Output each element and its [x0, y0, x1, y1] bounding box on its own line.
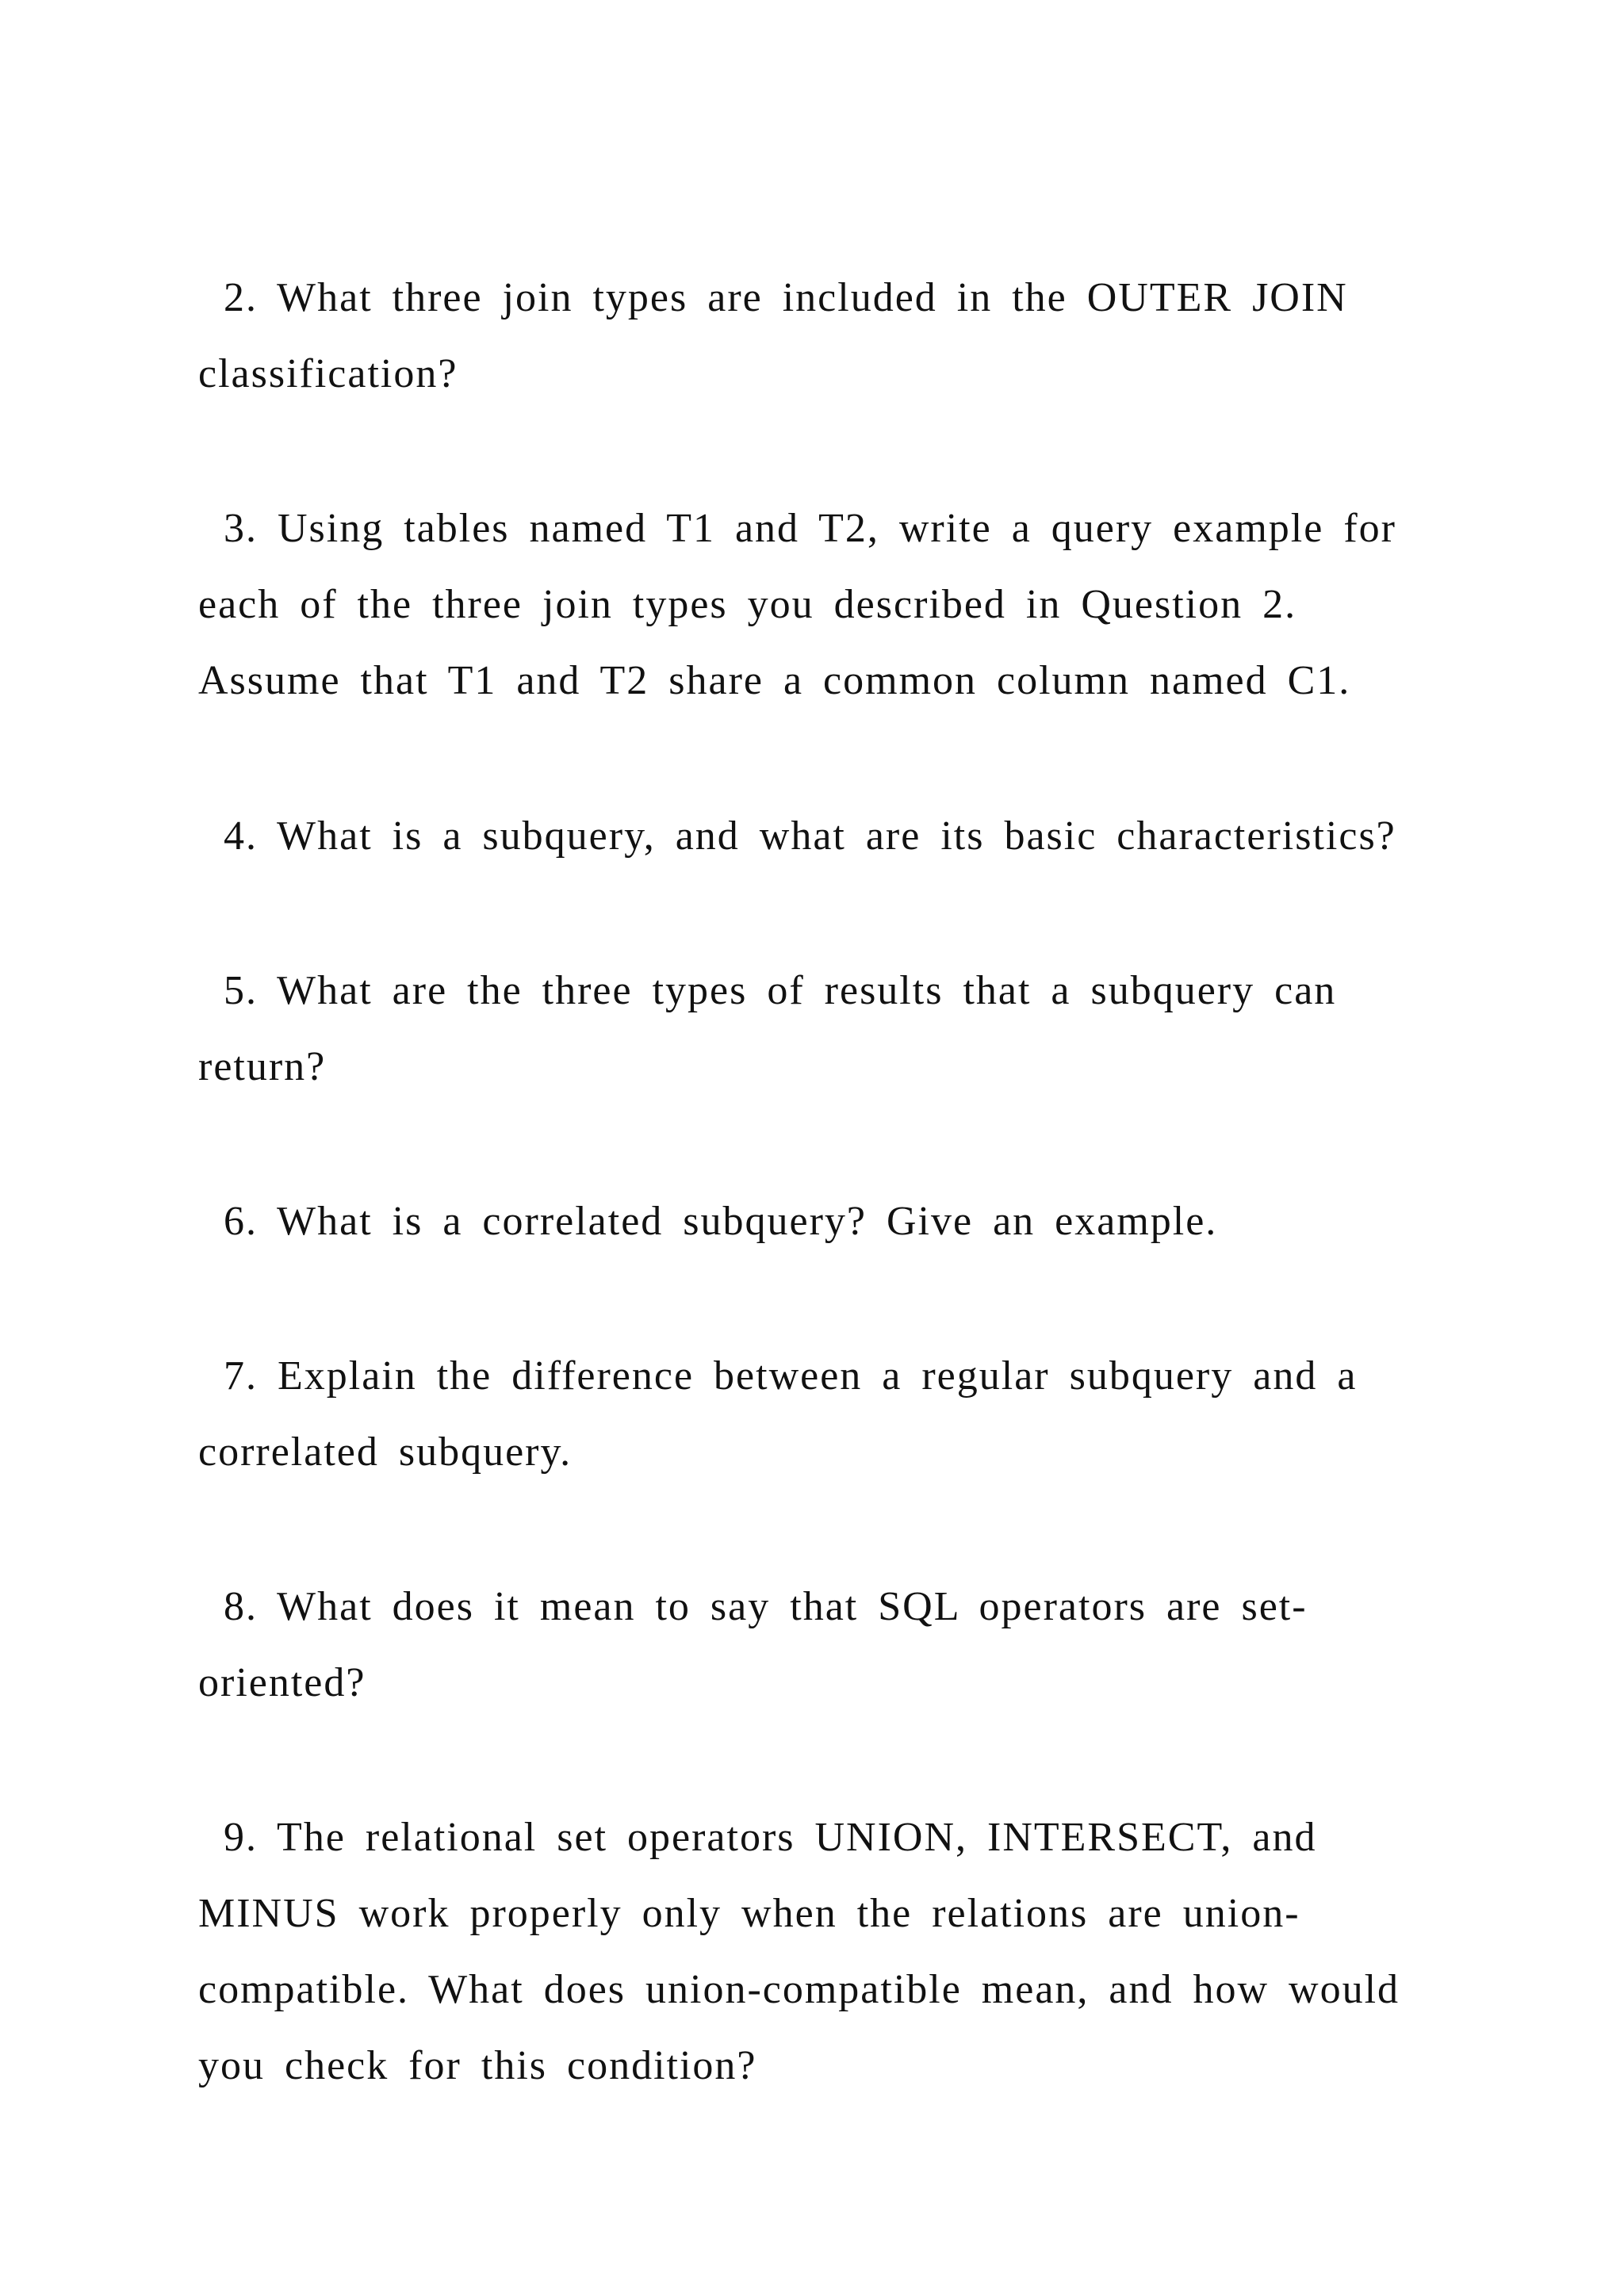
question-2-line-1: 2. What three join types are included in the OUTER JOIN: [224, 275, 1348, 320]
question-7-line-2: correlated subquery.: [198, 1429, 573, 1475]
question-5-line-1: 5. What are the three types of results that a subquery can: [224, 968, 1337, 1013]
question-9-line-1: 9. The relational set operators UNION, INTERSECT, and: [224, 1815, 1317, 1860]
question-5-line-2: return?: [198, 1044, 327, 1089]
question-3-line-3: Assume that T1 and T2 share a common column named C1.: [198, 658, 1351, 703]
question-6-line-1: 6. What is a correlated subquery? Give an example.: [224, 1199, 1218, 1244]
question-8-line-1: 8. What does it mean to say that SQL operators are set-: [224, 1584, 1308, 1629]
question-9-line-3: compatible. What does union-compatible mean, and how would: [198, 1967, 1400, 2012]
question-2-line-2: classification?: [198, 351, 458, 396]
question-7-line-1: 7. Explain the difference between a regular subquery and a: [224, 1353, 1358, 1399]
question-9-line-4: you check for this condition?: [198, 2043, 757, 2088]
question-3-line-2: each of the three join types you described in Question 2.: [198, 582, 1297, 627]
question-9-line-2: MINUS work properly only when the relations are union-: [198, 1891, 1300, 1936]
question-8-line-2: oriented?: [198, 1660, 366, 1705]
question-3-line-1: 3. Using tables named T1 and T2, write a query example for: [224, 506, 1396, 551]
question-4-line-1: 4. What is a subquery, and what are its basic characteristics?: [224, 813, 1396, 859]
